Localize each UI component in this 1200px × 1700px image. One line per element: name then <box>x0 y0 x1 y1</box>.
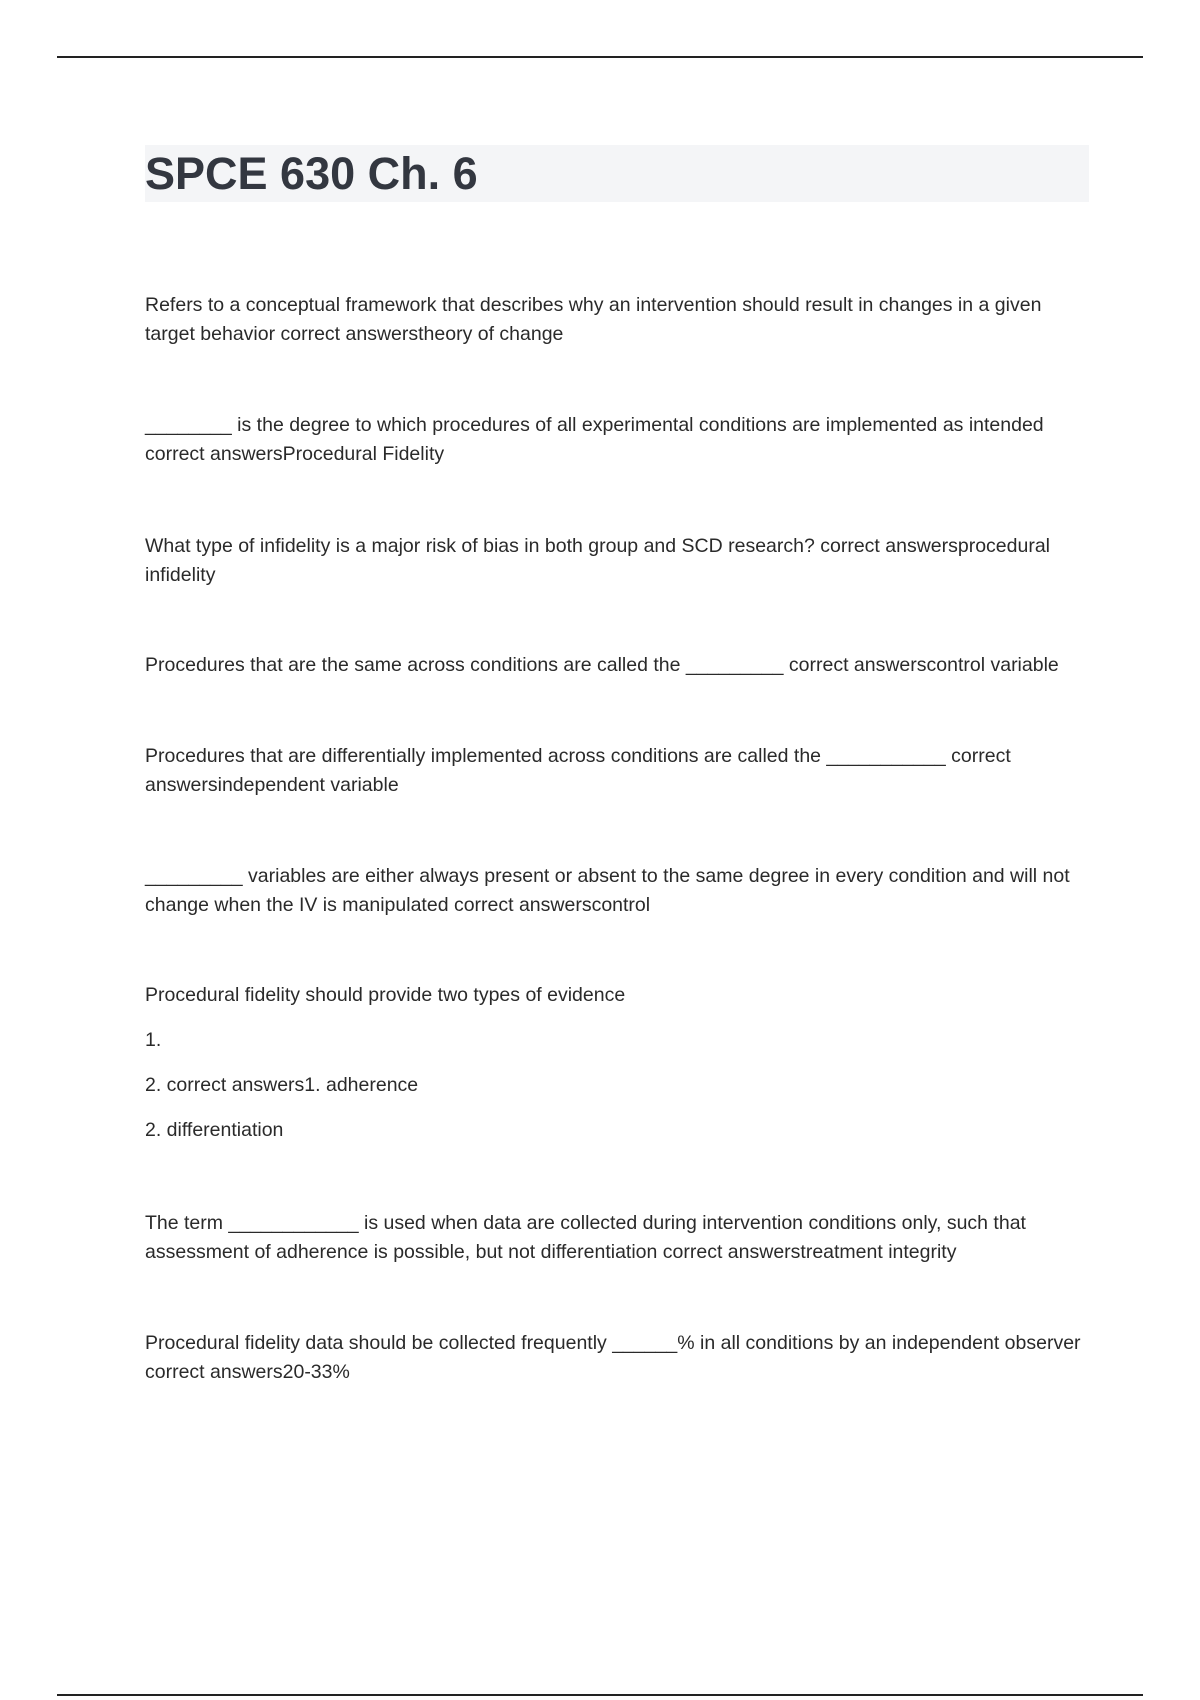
qa-text: Procedures that are the same across conditions are called the _________ correct answerscontrol variable <box>145 654 1059 676</box>
qa-text: What type of infidelity is a major risk of bias in both group and SCD research? correct answersprocedural infidelity <box>145 535 1050 586</box>
qa-line: 2. correct answers1. adherence <box>145 1074 419 1096</box>
qa-item-4 <box>145 651 1090 680</box>
qa-text: Refers to a conceptual framework that describes why an intervention should result in changes in a given target behavior correct answerstheory of change <box>145 294 1042 345</box>
qa-item-7 <box>145 981 1090 1161</box>
qa-item-5 <box>145 742 1090 800</box>
qa-item-2 <box>145 411 1090 469</box>
top-rule <box>57 56 1143 58</box>
qa-line: Procedural fidelity should provide two types of evidence <box>145 984 626 1006</box>
qa-item-6 <box>145 862 1090 920</box>
qa-item-8 <box>145 1209 1090 1267</box>
qa-line: 1. <box>145 1029 162 1051</box>
title-block <box>145 145 1089 202</box>
qa-item-3 <box>145 532 1090 590</box>
qa-line: 2. differentiation <box>145 1119 284 1141</box>
page-title: SPCE 630 Ch. 6 <box>145 148 478 199</box>
qa-text: _________ variables are either always present or absent to the same degree in every condition and will not change when the IV is manipulated correct answerscontrol <box>145 865 1070 916</box>
qa-text: Procedural fidelity data should be collected frequently ______% in all conditions by an independent observer correct answers20-33% <box>145 1332 1081 1383</box>
qa-item-1 <box>145 291 1090 349</box>
qa-item-9 <box>145 1329 1090 1387</box>
qa-text: The term ____________ is used when data are collected during intervention conditions only, such that assessment of adherence is possible, but not differentiation correct answerstreatment integrity <box>145 1212 1026 1263</box>
bottom-rule <box>57 1694 1143 1696</box>
qa-text: Procedures that are differentially implemented across conditions are called the ___________ correct answersindependent variable <box>145 745 1011 796</box>
qa-text: ________ is the degree to which procedures of all experimental conditions are implemented as intended correct answersProcedural Fidelity <box>145 414 1044 465</box>
